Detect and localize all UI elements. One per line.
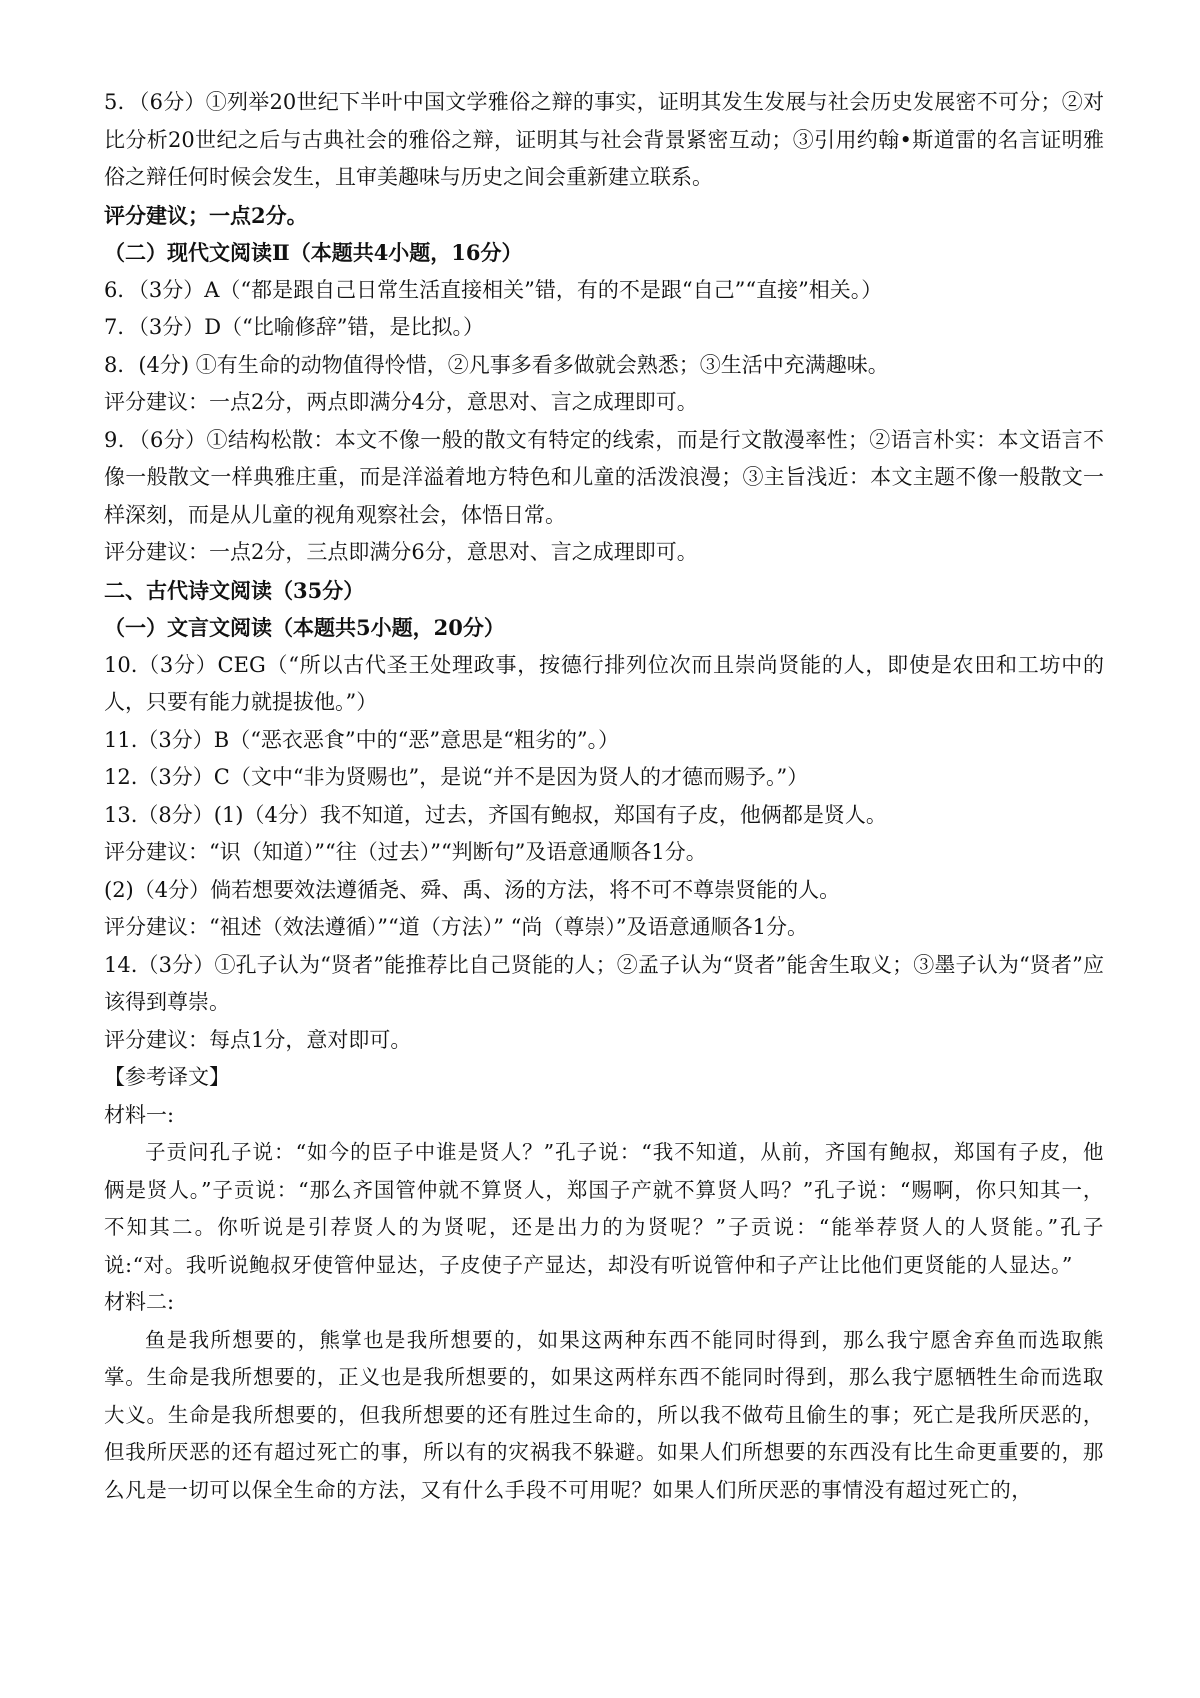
material1-label: 材料一: — [104, 1102, 175, 1127]
q9-scoring: 评分建议：一点2分，三点即满分6分，意思对、言之成理即可。 — [104, 540, 698, 564]
section-heading-modern-reading-2: （二）现代文阅读Ⅱ（本题共4小题，16分） — [104, 240, 523, 265]
q13-part1-answer: 13.（8分）(1)（4分）我不知道，过去，齐国有鲍叔，郑国有子皮，他俩都是贤人。 — [104, 802, 887, 827]
material2-translation: 鱼是我所想要的，熊掌也是我所想要的，如果这两种东西不能同时得到，那么我宁愿舍弃鱼而选取熊掌。生命是我所想要的，正义也是我所想要的，如果这两样东西不能同时得到，那么我宁愿牺牲生命而选取大义。生命是我所想要的，但我所想要的还有胜过生命的，所以我不做苟且偷生的事；死亡是我所厌恶的，但我所厌恶的还有超过死亡的事，所以有的灾祸我不躲避。如果人们所想要的东西没有比生命更重要的，那么凡是一切可以保全生命的方法，又有什么手段不可用呢？如果人们所厌恶的事情没有超过死亡的， — [104, 1327, 1104, 1502]
material2-label: 材料二: — [104, 1290, 175, 1314]
q7-answer: 7．（3分）D（“比喻修辞”错，是比拟。） — [104, 315, 485, 339]
q12-answer: 12.（3分）C（文中“非为贤赐也”，是说“并不是因为贤人的才德而赐予。”） — [104, 765, 809, 789]
q13-part1-scoring: 评分建议：“识（知道）”“往（过去）”“判断句”及语意通顺各1分。 — [104, 840, 707, 864]
q9-answer: 9．（6分）①结构松散：本文不像一般的散文有特定的线索，而是行文散漫率性；②语言朴实：本文语言不像一般散文一样典雅庄重，而是洋溢着地方特色和儿童的活泼浪漫；③主旨浅近：本文主题不像一般散文一样深刻，而是从儿童的视角观察社会，体悟日常。 — [104, 427, 1104, 527]
q5-answer: 5．（6分）①列举20世纪下半叶中国文学雅俗之辩的事实，证明其发生发展与社会历史发展密不可分；②对比分析20世纪之后与古典社会的雅俗之辩，证明其与社会背景紧密互动；③引用约翰•斯道雷的名言证明雅俗之辩任何时候会发生，且审美趣味与历史之间会重新建立联系。 — [104, 90, 1104, 189]
q14-scoring: 评分建议：每点1分，意对即可。 — [104, 1027, 412, 1052]
answer-page — [104, 84, 1104, 1509]
translation-heading: 【参考译文】 — [104, 1065, 230, 1089]
q5-scoring: 评分建议；一点2分。 — [104, 202, 308, 228]
q11-answer: 11.（3分）B（“恶衣恶食”中的“恶”意思是“粗劣的”。） — [104, 727, 620, 752]
q13-part2-scoring: 评分建议：“祖述（效法遵循）”“道（方法）” “尚（尊崇）”及语意通顺各1分。 — [104, 915, 808, 939]
section-heading-ancient-poetry: 二、古代诗文阅读（35分） — [104, 577, 365, 603]
q8-answer: 8．(4分) ①有生命的动物值得怜惜，②凡事多看多做就会熟悉；③生活中充满趣味。 — [104, 352, 889, 377]
material1-translation: 子贡问孔子说：“如今的臣子中谁是贤人？”孔子说：“我不知道，从前，齐国有鲍叔，郑国有子皮，他俩是贤人。”子贡说：“那么齐国管仲就不算贤人，郑国子产就不算贤人吗？”孔子说：“赐啊，你只知其一，不知其二。你听说是引荐贤人的为贤呢，还是出力的为贤呢？”子贡说：“能举荐贤人的人贤能。”孔子说:“对。我听说鲍叔牙使管仲显达，子皮使子产显达，却没有听说管仲和子产让比他们更贤能的人显达。” — [104, 1140, 1104, 1277]
q10-answer: 10.（3分）CEG（“所以古代圣王处理政事，按德行排列位次而且崇尚贤能的人，即使是农田和工坊中的人，只要有能力就提拔他。”） — [104, 652, 1104, 714]
q6-answer: 6．（3分）A（“都是跟自己日常生活直接相关”错，有的不是跟“自己”“直接”相关。） — [104, 277, 883, 302]
q14-answer: 14.（3分）①孔子认为“贤者”能推荐比自己贤能的人；②孟子认为“贤者”能舍生取义；③墨子认为“贤者”应该得到尊崇。 — [104, 952, 1104, 1014]
q8-scoring: 评分建议：一点2分，两点即满分4分，意思对、言之成理即可。 — [104, 390, 698, 414]
q13-part2-answer: (2)（4分）倘若想要效法遵循尧、舜、禹、汤的方法，将不可不尊崇贤能的人。 — [104, 877, 841, 902]
section-heading-classical-chinese: （一）文言文阅读（本题共5小题，20分） — [104, 615, 505, 640]
